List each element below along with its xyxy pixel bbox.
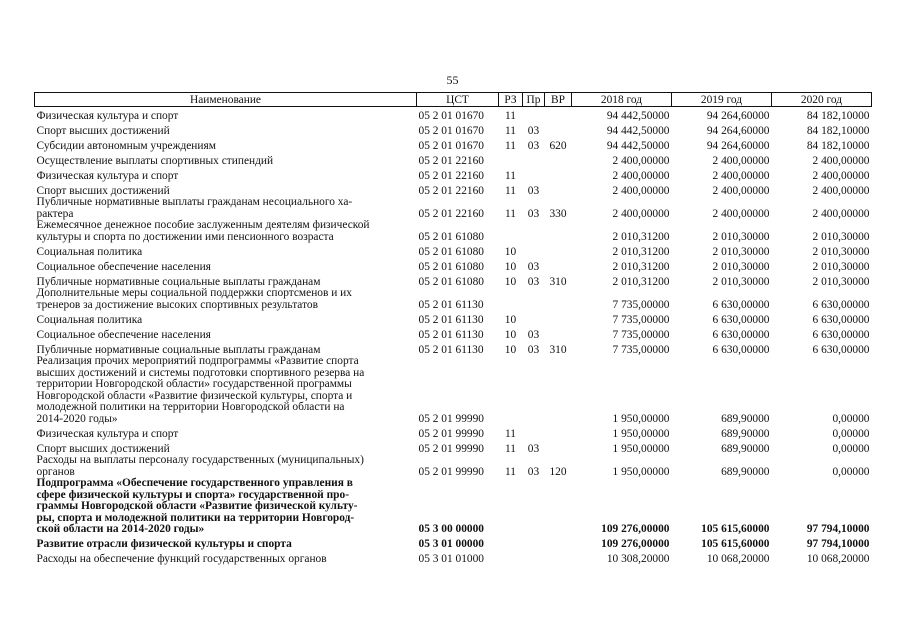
- row-pr: [523, 107, 545, 123]
- row-rz: 11: [505, 139, 516, 152]
- row-pr: [523, 220, 545, 243]
- row-value-2019: 105 615,60000: [701, 538, 770, 550]
- row-value-2018: 2 010,31200: [612, 230, 670, 243]
- row-rz: [499, 220, 523, 243]
- row-value-2019: 94 264,60000: [706, 109, 770, 122]
- row-vr: [545, 122, 572, 137]
- table-row: [35, 536, 872, 551]
- row-value-2020: 2 400,00000: [812, 169, 870, 182]
- row-value-2018: 94 442,50000: [606, 109, 670, 122]
- row-rz: 10: [504, 343, 517, 356]
- row-value-2019: 689,90000: [721, 465, 770, 478]
- row-name: Физическая культура и спорт: [36, 427, 179, 440]
- row-code: 05 2 01 99990: [418, 442, 484, 455]
- row-vr: 620: [549, 139, 567, 152]
- row-rz: 10: [504, 260, 517, 273]
- table-row: [35, 107, 872, 123]
- row-value-2019: 2 400,00000: [712, 154, 770, 167]
- row-value-2019: 2 010,30000: [712, 260, 770, 273]
- row-value-2019: 105 615,60000: [701, 523, 770, 535]
- row-rz: 10: [504, 245, 517, 258]
- row-code: 05 2 01 61130: [418, 343, 484, 356]
- table-row: [35, 122, 872, 137]
- row-code: 05 2 01 61130: [418, 298, 484, 311]
- row-name: Публичные нормативные социальные выплаты гражданам: [36, 275, 321, 288]
- row-rz: [499, 288, 523, 311]
- row-rz: [499, 551, 523, 566]
- row-name: Спорт высших достижений: [36, 184, 170, 197]
- row-value-2020: 6 630,00000: [812, 328, 870, 341]
- row-value-2020: 0,00000: [832, 465, 870, 478]
- row-value-2020: 6 630,00000: [812, 313, 870, 326]
- row-rz: 10: [504, 313, 517, 326]
- row-vr: 330: [549, 207, 567, 220]
- header-2020: 2020 год: [772, 93, 872, 107]
- row-name: Спорт высших достижений: [36, 124, 170, 137]
- row-value-2019: 6 630,00000: [712, 343, 770, 356]
- row-value-2020: 2 400,00000: [812, 154, 870, 167]
- row-pr: 03: [527, 139, 540, 152]
- row-pr: [523, 243, 545, 258]
- row-rz: 11: [505, 109, 516, 122]
- row-name: Осуществление выплаты спортивных стипендий: [36, 154, 274, 167]
- row-pr: [523, 425, 545, 440]
- row-value-2019: 2 400,00000: [712, 169, 770, 182]
- row-value-2019: 689,90000: [721, 412, 770, 425]
- row-value-2020: 2 010,30000: [812, 245, 870, 258]
- row-value-2020: 0,00000: [832, 442, 870, 455]
- row-name: Социальная политика: [36, 245, 143, 258]
- row-code: 05 2 01 61080: [418, 245, 484, 258]
- row-value-2018: 7 735,00000: [612, 328, 670, 341]
- row-pr: [523, 288, 545, 311]
- row-code: 05 2 01 99990: [418, 412, 484, 425]
- header-vr: ВР: [545, 93, 572, 107]
- row-value-2018: 2 400,00000: [612, 207, 670, 220]
- row-vr: [545, 551, 572, 566]
- row-code: 05 2 01 01670: [418, 124, 484, 137]
- table-row: [35, 258, 872, 273]
- header-code: ЦСТ: [417, 93, 499, 107]
- row-rz: 11: [505, 207, 516, 220]
- table-header-row: [35, 93, 872, 107]
- row-value-2018: 7 735,00000: [612, 298, 670, 311]
- table-row: [35, 455, 872, 478]
- row-name: Реализация прочих мероприятий подпрограммы «Развитие спорта высших достижений и системы подготовки спортивного резерва на территории Новгородской области» государственной программы Новгородской области «Развитие физической культуры, спорта и молодежной политики на территории Новгородской области на 2014-2020 годы»: [36, 355, 365, 425]
- row-name: Социальная политика: [36, 313, 143, 326]
- row-value-2020: 97 794,10000: [806, 538, 870, 550]
- row-pr: 03: [527, 465, 540, 478]
- row-value-2020: 6 630,00000: [812, 343, 870, 356]
- row-name: Субсидии автономным учреждениям: [36, 139, 216, 152]
- row-value-2018: 1 950,00000: [612, 427, 670, 440]
- table-row: [35, 220, 872, 243]
- row-value-2020: 2 010,30000: [812, 260, 870, 273]
- page-number: 55: [446, 73, 459, 87]
- row-value-2020: 84 182,10000: [806, 139, 870, 152]
- table-body: [35, 107, 872, 566]
- row-pr: [523, 311, 545, 326]
- row-vr: [545, 425, 572, 440]
- row-vr: [545, 220, 572, 243]
- row-name: Публичные нормативные выплаты гражданам несоциального ха- рактера: [36, 196, 353, 220]
- row-value-2018: 2 400,00000: [612, 184, 670, 197]
- row-rz: 11: [505, 465, 516, 478]
- row-rz: 11: [505, 169, 516, 182]
- row-value-2019: 6 630,00000: [712, 298, 770, 311]
- row-name: Физическая культура и спорт: [36, 109, 179, 122]
- row-value-2018: 10 308,20000: [606, 553, 670, 565]
- row-pr: 03: [527, 328, 540, 341]
- header-2019: 2019 год: [672, 93, 772, 107]
- row-name: Публичные нормативные социальные выплаты гражданам: [36, 343, 321, 356]
- row-code: 05 2 01 61130: [418, 328, 484, 341]
- table-row: [35, 478, 872, 536]
- row-pr: [523, 551, 545, 566]
- row-rz: 11: [505, 124, 516, 137]
- row-value-2018: 7 735,00000: [612, 313, 670, 326]
- row-value-2020: 84 182,10000: [806, 109, 870, 122]
- row-name: Подпрограмма «Обеспечение государственного управления в сфере физической культуры и спорта» государственной про- граммы Новгородской области «Развитие физической культу- ры, спорта и молодежной политики на территории Новгород- ской области на 2014-2020 годы»: [36, 477, 358, 535]
- row-name: Расходы на выплаты персоналу государственных (муниципальных) органов: [36, 454, 364, 478]
- row-value-2020: 0,00000: [832, 412, 870, 425]
- table-row: [35, 288, 872, 311]
- row-pr: [523, 152, 545, 167]
- row-pr: [523, 536, 545, 551]
- row-vr: [545, 478, 572, 536]
- table-row: [35, 341, 872, 356]
- row-pr: 03: [527, 275, 540, 288]
- row-vr: [545, 311, 572, 326]
- row-value-2020: 2 010,30000: [812, 275, 870, 288]
- row-name: Социальное обеспечение населения: [36, 260, 211, 273]
- row-code: 05 2 01 22160: [418, 169, 484, 182]
- table-row: [35, 326, 872, 341]
- row-code: 05 2 01 61080: [418, 275, 484, 288]
- row-value-2018: 2 010,31200: [612, 275, 670, 288]
- row-rz: [499, 356, 523, 425]
- header-pr: Пр: [523, 93, 545, 107]
- row-code: 05 2 01 61080: [418, 260, 484, 273]
- row-vr: 310: [549, 343, 567, 356]
- row-value-2020: 2 400,00000: [812, 184, 870, 197]
- row-vr: [545, 243, 572, 258]
- row-name: Дополнительные меры социальной поддержки спортсменов и их тренеров за достижение высоких спортивных результатов: [36, 287, 352, 311]
- row-pr: 03: [527, 184, 540, 197]
- row-code: 05 3 01 01000: [418, 553, 484, 565]
- table-row: [35, 152, 872, 167]
- table-row: [35, 356, 872, 425]
- row-vr: [545, 288, 572, 311]
- table-row: [35, 425, 872, 440]
- row-vr: [545, 107, 572, 123]
- row-pr: [523, 478, 545, 536]
- row-name: Расходы на обеспечение функций государственных органов: [36, 553, 327, 565]
- row-value-2019: 2 010,30000: [712, 230, 770, 243]
- row-value-2019: 2 400,00000: [712, 184, 770, 197]
- row-value-2019: 6 630,00000: [712, 328, 770, 341]
- row-value-2018: 1 950,00000: [612, 465, 670, 478]
- row-value-2018: 109 276,00000: [601, 538, 670, 550]
- row-code: 05 2 01 22160: [418, 207, 484, 220]
- row-value-2020: 2 400,00000: [812, 207, 870, 220]
- row-value-2018: 1 950,00000: [612, 412, 670, 425]
- row-vr: [545, 326, 572, 341]
- row-value-2020: 97 794,10000: [806, 523, 870, 535]
- row-value-2019: 94 264,60000: [706, 124, 770, 137]
- row-value-2019: 2 400,00000: [712, 207, 770, 220]
- row-value-2019: 2 010,30000: [712, 275, 770, 288]
- row-value-2018: 2 010,31200: [612, 245, 670, 258]
- row-vr: 120: [549, 465, 567, 478]
- row-rz: [499, 152, 523, 167]
- row-value-2019: 689,90000: [721, 442, 770, 455]
- row-value-2020: 84 182,10000: [806, 124, 870, 137]
- row-rz: 10: [504, 328, 517, 341]
- row-vr: [545, 440, 572, 455]
- row-name: Физическая культура и спорт: [36, 169, 179, 182]
- row-pr: 03: [527, 260, 540, 273]
- table-row: [35, 137, 872, 152]
- row-vr: [545, 356, 572, 425]
- row-pr: 03: [527, 442, 540, 455]
- row-vr: [545, 258, 572, 273]
- table-row: [35, 243, 872, 258]
- row-value-2020: 10 068,20000: [806, 553, 870, 565]
- row-value-2018: 109 276,00000: [601, 523, 670, 535]
- row-pr: 03: [527, 343, 540, 356]
- row-rz: [499, 536, 523, 551]
- row-value-2018: 94 442,50000: [606, 124, 670, 137]
- row-code: 05 2 01 61130: [418, 313, 484, 326]
- row-value-2018: 1 950,00000: [612, 442, 670, 455]
- table-row: [35, 551, 872, 566]
- row-value-2019: 2 010,30000: [712, 245, 770, 258]
- row-value-2018: 2 400,00000: [612, 154, 670, 167]
- row-rz: 11: [505, 184, 516, 197]
- row-name: Спорт высших достижений: [36, 442, 170, 455]
- row-rz: 11: [505, 442, 516, 455]
- table-row: [35, 182, 872, 197]
- row-value-2020: 2 010,30000: [812, 230, 870, 243]
- row-pr: 03: [527, 207, 540, 220]
- row-name: Социальное обеспечение населения: [36, 328, 211, 341]
- table-row: [35, 167, 872, 182]
- table-row: [35, 311, 872, 326]
- row-vr: [545, 182, 572, 197]
- budget-table: [34, 92, 872, 566]
- row-code: 05 2 01 99990: [418, 427, 484, 440]
- row-value-2020: 0,00000: [832, 427, 870, 440]
- row-rz: [499, 478, 523, 536]
- row-vr: 310: [549, 275, 567, 288]
- row-vr: [545, 167, 572, 182]
- row-name: Ежемесячное денежное пособие заслуженным деятелям физической культуры и спорта по достижении ими пенсионного возраста: [36, 219, 370, 243]
- row-pr: 03: [527, 124, 540, 137]
- row-value-2018: 2 010,31200: [612, 260, 670, 273]
- row-value-2019: 6 630,00000: [712, 313, 770, 326]
- row-value-2019: 689,90000: [721, 427, 770, 440]
- header-name: Наименование: [35, 93, 417, 107]
- header-2018: 2018 год: [572, 93, 672, 107]
- table-row: [35, 440, 872, 455]
- row-value-2018: 2 400,00000: [612, 169, 670, 182]
- row-code: 05 2 01 01670: [418, 139, 484, 152]
- row-rz: 10: [504, 275, 517, 288]
- row-name: Развитие отрасли физической культуры и спорта: [36, 538, 292, 550]
- row-code: 05 3 01 00000: [418, 538, 484, 550]
- row-code: 05 2 01 22160: [418, 154, 484, 167]
- row-vr: [545, 152, 572, 167]
- row-value-2018: 94 442,50000: [606, 139, 670, 152]
- row-value-2018: 7 735,00000: [612, 343, 670, 356]
- row-code: 05 2 01 61080: [418, 230, 484, 243]
- row-pr: [523, 356, 545, 425]
- row-rz: 11: [505, 427, 516, 440]
- row-code: 05 2 01 99990: [418, 465, 484, 478]
- header-rz: РЗ: [499, 93, 523, 107]
- table-row: [35, 197, 872, 220]
- row-value-2020: 6 630,00000: [812, 298, 870, 311]
- row-vr: [545, 536, 572, 551]
- row-code: 05 3 00 00000: [418, 523, 484, 535]
- table-row: [35, 273, 872, 288]
- row-code: 05 2 01 01670: [418, 109, 484, 122]
- row-code: 05 2 01 22160: [418, 184, 484, 197]
- row-pr: [523, 167, 545, 182]
- row-value-2019: 10 068,20000: [706, 553, 770, 565]
- row-value-2019: 94 264,60000: [706, 139, 770, 152]
